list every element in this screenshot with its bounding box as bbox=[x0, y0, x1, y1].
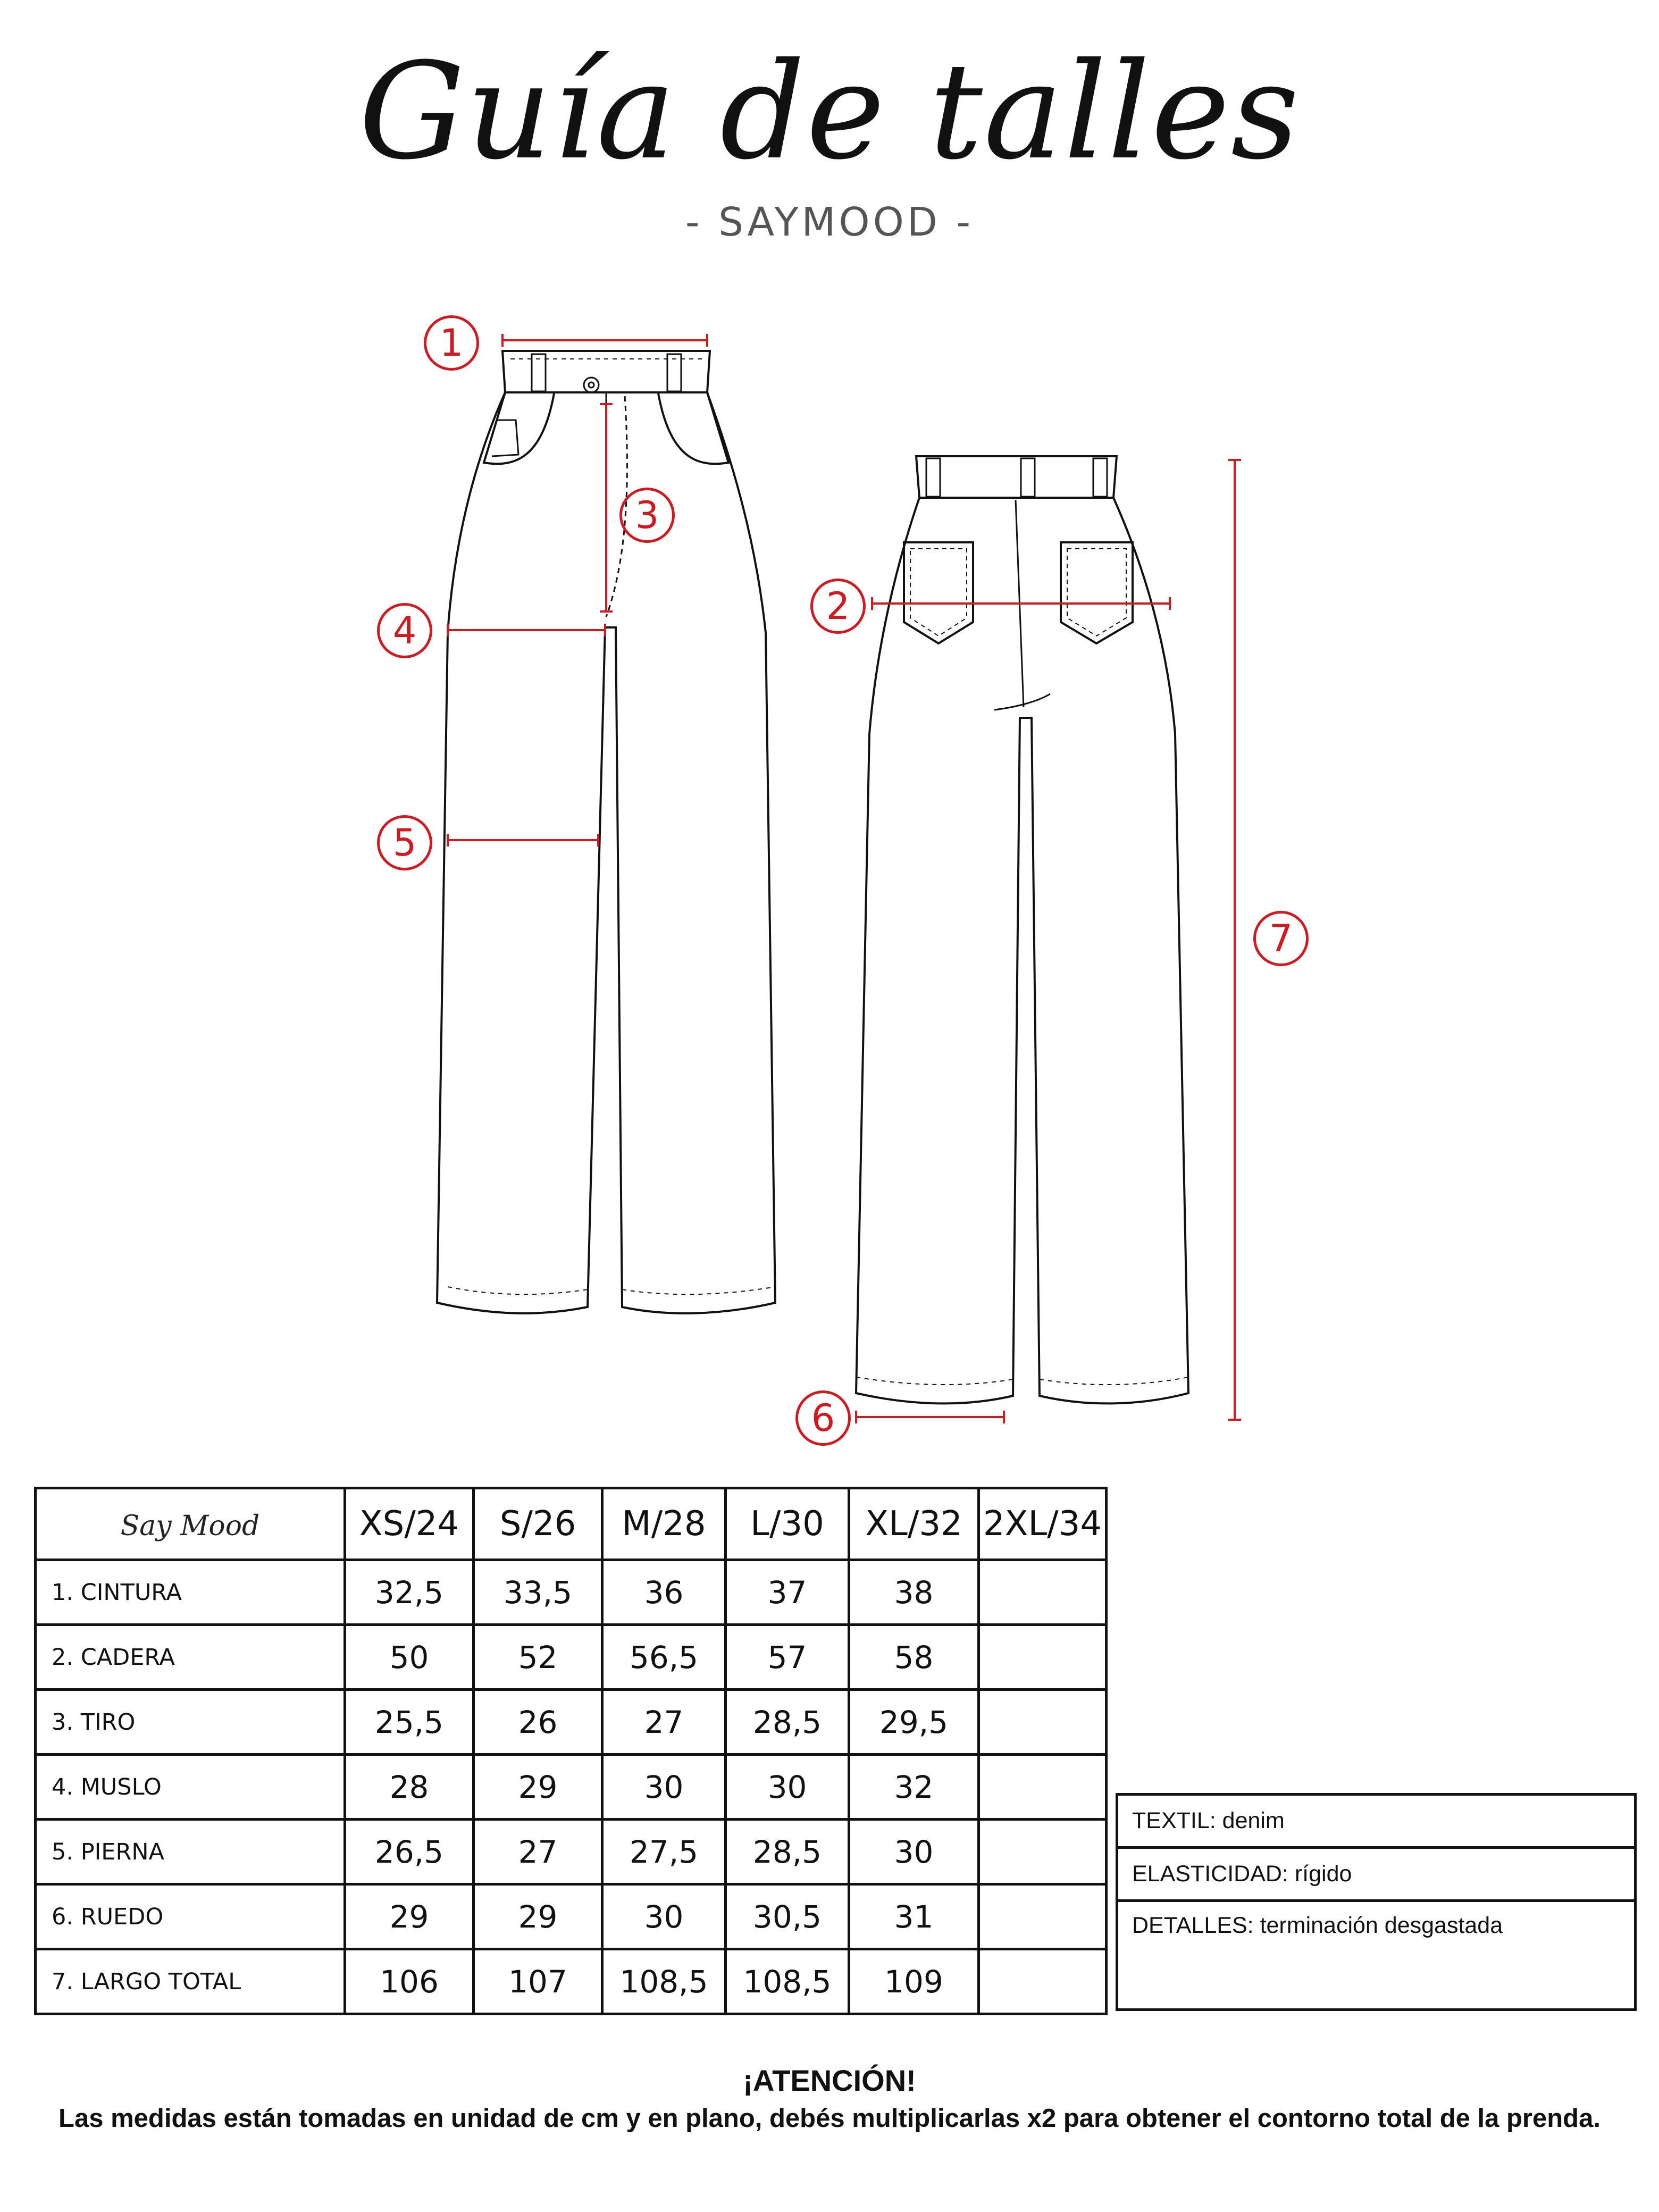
table-cell: 26,5 bbox=[345, 1820, 474, 1884]
table-cell: 38 bbox=[849, 1560, 979, 1625]
say-mood-logo: Say Mood bbox=[120, 1510, 260, 1542]
brand-logo-cell bbox=[36, 1488, 345, 1560]
table-cell: 50 bbox=[345, 1625, 474, 1690]
column-header: S/26 bbox=[474, 1488, 602, 1560]
table-cell bbox=[979, 1884, 1107, 1949]
page-title: Guía de talles bbox=[358, 34, 1301, 189]
table-row bbox=[36, 1560, 1107, 1625]
table-cell: 108,5 bbox=[602, 1949, 726, 2014]
back-jeans-drawing bbox=[856, 456, 1188, 1403]
table-cell: 31 bbox=[849, 1884, 979, 1949]
table-cell: 25,5 bbox=[345, 1690, 474, 1755]
table-cell: 26 bbox=[474, 1690, 602, 1755]
table-row bbox=[36, 1755, 1107, 1820]
table-cell: 27,5 bbox=[602, 1820, 726, 1884]
marker-1: 1 bbox=[424, 315, 479, 371]
table-cell: 28,5 bbox=[726, 1820, 849, 1884]
table-cell: 108,5 bbox=[726, 1949, 849, 2014]
table-row bbox=[36, 1949, 1107, 2014]
table-cell bbox=[979, 1690, 1107, 1755]
table-cell: 37 bbox=[726, 1560, 849, 1625]
table-cell: 29 bbox=[474, 1884, 602, 1949]
marker-4: 4 bbox=[377, 603, 432, 658]
measurement-lines bbox=[448, 334, 1241, 1423]
marker-5: 5 bbox=[377, 815, 432, 870]
marker-3: 3 bbox=[619, 488, 675, 543]
row-label: 5. PIERNA bbox=[36, 1820, 345, 1884]
row-label: 2. CADERA bbox=[36, 1625, 345, 1690]
detalles-spec: DETALLES: terminación desgastada bbox=[1117, 1901, 1636, 2010]
notice-text: Las medidas están tomadas en unidad de cm y en plano, debés multiplicarlas x2 para obtener el contorno total de la prenda. bbox=[58, 2104, 1601, 2133]
table-cell: 30 bbox=[602, 1755, 726, 1820]
table-cell bbox=[979, 1820, 1107, 1884]
table-cell: 33,5 bbox=[474, 1560, 602, 1625]
table-row bbox=[36, 1690, 1107, 1755]
size-table bbox=[34, 1487, 1108, 2015]
table-row bbox=[36, 1884, 1107, 1949]
marker-7: 7 bbox=[1253, 911, 1309, 966]
table-cell: 27 bbox=[474, 1820, 602, 1884]
row-label: 4. MUSLO bbox=[36, 1755, 345, 1820]
row-label: 6. RUEDO bbox=[36, 1884, 345, 1949]
table-cell: 52 bbox=[474, 1625, 602, 1690]
table-cell bbox=[979, 1755, 1107, 1820]
table-cell: 30,5 bbox=[726, 1884, 849, 1949]
marker-2: 2 bbox=[810, 579, 866, 634]
table-cell: 30 bbox=[849, 1820, 979, 1884]
brand-subtitle: - SAYMOOD - bbox=[685, 199, 974, 245]
textil-spec: TEXTIL: denim bbox=[1117, 1795, 1636, 1848]
table-cell: 29,5 bbox=[849, 1690, 979, 1755]
table-cell: 29 bbox=[345, 1884, 474, 1949]
table-cell: 109 bbox=[849, 1949, 979, 2014]
table-cell: 32 bbox=[849, 1755, 979, 1820]
table-cell: 106 bbox=[345, 1949, 474, 2014]
table-cell: 30 bbox=[602, 1884, 726, 1949]
column-header: M/28 bbox=[602, 1488, 726, 1560]
row-label: 3. TIRO bbox=[36, 1690, 345, 1755]
table-cell: 36 bbox=[602, 1560, 726, 1625]
table-cell: 107 bbox=[474, 1949, 602, 2014]
table-row bbox=[36, 1820, 1107, 1884]
marker-6: 6 bbox=[795, 1390, 851, 1446]
table-cell: 28,5 bbox=[726, 1690, 849, 1755]
table-cell: 29 bbox=[474, 1755, 602, 1820]
table-cell: 58 bbox=[849, 1625, 979, 1690]
table-cell bbox=[979, 1949, 1107, 2014]
table-cell: 56,5 bbox=[602, 1625, 726, 1690]
specs-table bbox=[1116, 1793, 1637, 2011]
elasticidad-spec: ELASTICIDAD: rígido bbox=[1117, 1848, 1636, 1901]
table-cell: 27 bbox=[602, 1690, 726, 1755]
table-row bbox=[36, 1625, 1107, 1690]
row-label: 1. CINTURA bbox=[36, 1560, 345, 1625]
table-cell bbox=[979, 1625, 1107, 1690]
column-header: XS/24 bbox=[345, 1488, 474, 1560]
column-header: L/30 bbox=[726, 1488, 849, 1560]
table-cell: 28 bbox=[345, 1755, 474, 1820]
row-label: 7. LARGO TOTAL bbox=[36, 1949, 345, 2014]
size-header-row bbox=[36, 1488, 1107, 1560]
table-cell: 30 bbox=[726, 1755, 849, 1820]
table-cell: 32,5 bbox=[345, 1560, 474, 1625]
notice-title: ¡ATENCIÓN! bbox=[743, 2064, 916, 2097]
table-cell: 57 bbox=[726, 1625, 849, 1690]
table-cell bbox=[979, 1560, 1107, 1625]
column-header: XL/32 bbox=[849, 1488, 979, 1560]
column-header: 2XL/34 bbox=[979, 1488, 1107, 1560]
